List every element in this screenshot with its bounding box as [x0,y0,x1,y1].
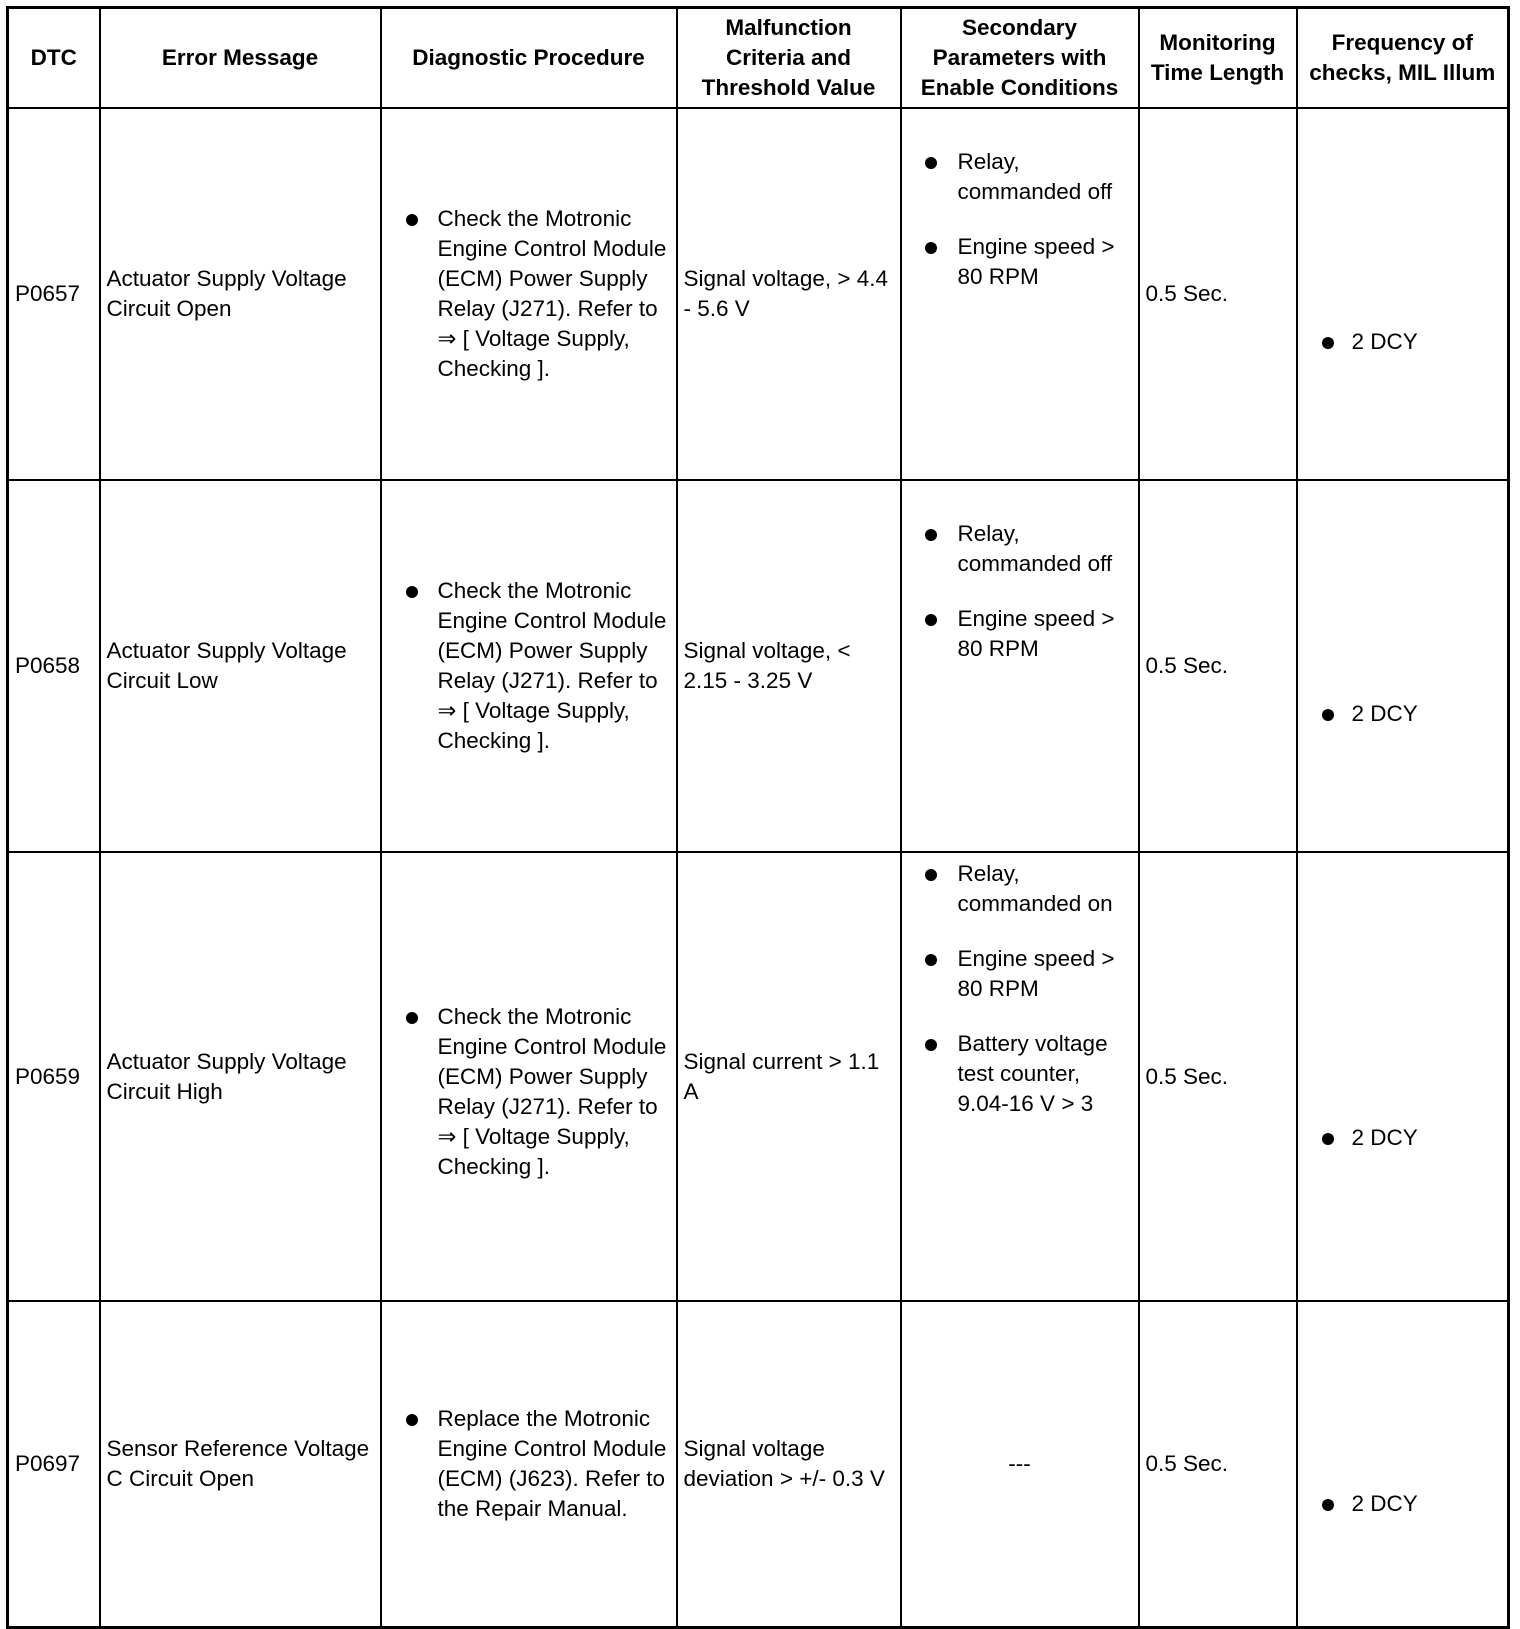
monitoring-time: 0.5 Sec. [1139,1301,1297,1628]
frequency-item: 2 DCY [1304,699,1502,729]
procedure-item: Check the Motronic Engine Control Module (ECM) Power Supply Relay (J271). Refer to ⇒ [ Voltage Supply, Checking ]. [388,576,670,756]
header-diagnostic-procedure: Diagnostic Procedure [381,8,677,109]
dtc-code: P0697 [8,1301,100,1628]
dtc-table [6,6,1510,1629]
header-secondary-parameters: Secondary Parameters with Enable Conditions [901,8,1139,109]
header-row [8,8,1509,109]
monitoring-time: 0.5 Sec. [1139,108,1297,480]
diagnostic-procedure-cell [381,852,677,1301]
procedure-item: Replace the Motronic Engine Control Module (ECM) (J623). Refer to the Repair Manual. [388,1404,670,1524]
malfunction-criteria: Signal voltage, > 4.4 - 5.6 V [677,108,901,480]
table-header [8,8,1509,109]
header-dtc: DTC [8,8,100,109]
monitoring-time: 0.5 Sec. [1139,480,1297,852]
procedure-item: Check the Motronic Engine Control Module (ECM) Power Supply Relay (J271). Refer to ⇒ [ Voltage Supply, Checking ]. [388,1002,670,1182]
header-monitoring-time: Monitoring Time Length [1139,8,1297,109]
error-message: Sensor Reference Voltage C Circuit Open [100,1301,381,1628]
secondary-parameters-cell [901,852,1139,1301]
frequency-cell [1297,108,1509,480]
error-message: Actuator Supply Voltage Circuit Open [100,108,381,480]
secondary-item: Relay, commanded on [908,859,1132,919]
malfunction-criteria: Signal current > 1.1 A [677,852,901,1301]
table-row [8,852,1509,1301]
header-malfunction-criteria: Malfunction Criteria and Threshold Value [677,8,901,109]
secondary-item: Engine speed > 80 RPM [908,944,1132,1004]
dtc-code: P0658 [8,480,100,852]
secondary-parameters-cell [901,480,1139,852]
table-row [8,1301,1509,1628]
malfunction-criteria: Signal voltage, < 2.15 - 3.25 V [677,480,901,852]
error-message: Actuator Supply Voltage Circuit High [100,852,381,1301]
header-frequency: Frequency of checks, MIL Illum [1297,8,1509,109]
error-message: Actuator Supply Voltage Circuit Low [100,480,381,852]
secondary-item: Engine speed > 80 RPM [908,232,1132,292]
frequency-item: 2 DCY [1304,1123,1502,1153]
diagnostic-procedure-cell [381,1301,677,1628]
secondary-parameters-cell [901,108,1139,480]
secondary-item: Engine speed > 80 RPM [908,604,1132,664]
diagnostic-procedure-cell [381,480,677,852]
secondary-item: Relay, commanded off [908,147,1132,207]
secondary-parameters-cell: --- [901,1301,1139,1628]
frequency-cell [1297,852,1509,1301]
monitoring-time: 0.5 Sec. [1139,852,1297,1301]
dtc-code: P0657 [8,108,100,480]
frequency-item: 2 DCY [1304,327,1502,357]
table-row [8,108,1509,480]
malfunction-criteria: Signal voltage deviation > +/- 0.3 V [677,1301,901,1628]
header-error-message: Error Message [100,8,381,109]
frequency-cell [1297,1301,1509,1628]
secondary-item: Relay, commanded off [908,519,1132,579]
dtc-code: P0659 [8,852,100,1301]
frequency-item: 2 DCY [1304,1489,1502,1519]
secondary-item: Battery voltage test counter, 9.04-16 V > 3 [908,1029,1132,1119]
procedure-item: Check the Motronic Engine Control Module (ECM) Power Supply Relay (J271). Refer to ⇒ [ Voltage Supply, Checking ]. [388,204,670,384]
frequency-cell [1297,480,1509,852]
table-row [8,480,1509,852]
diagnostic-procedure-cell [381,108,677,480]
